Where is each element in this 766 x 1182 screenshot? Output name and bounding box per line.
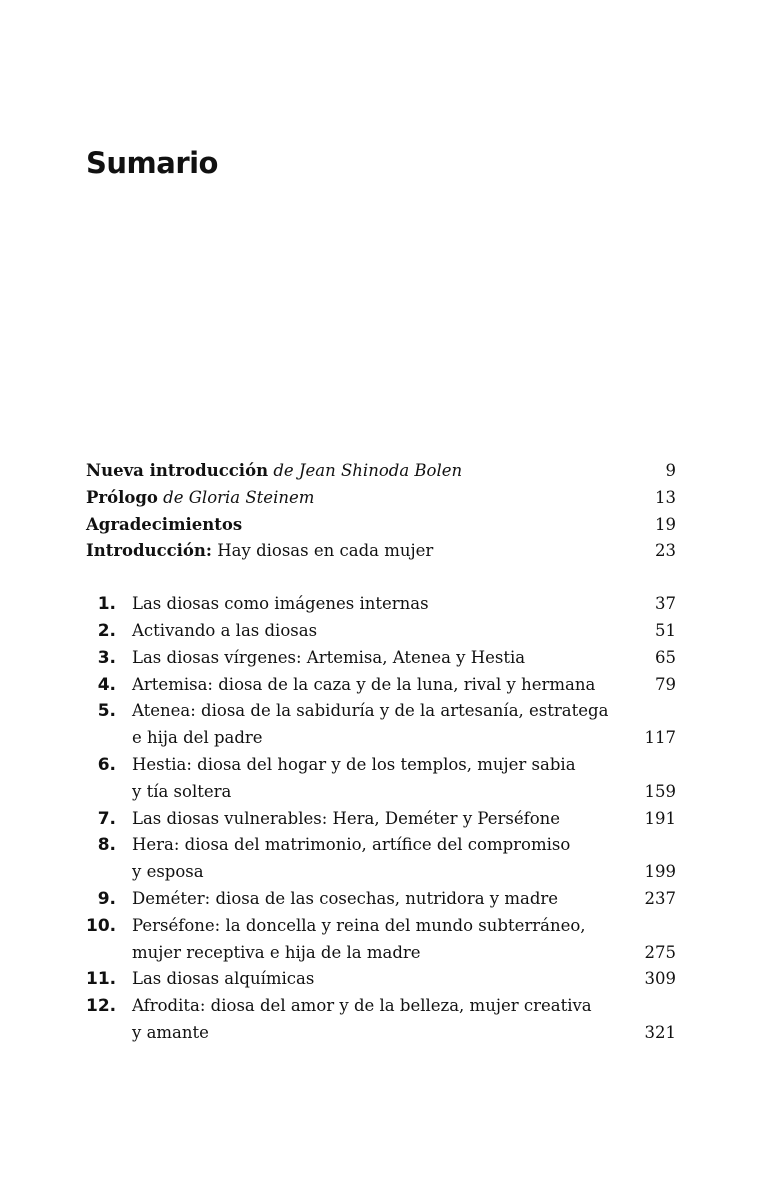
- toc-entry-subtitle: Hay diosas en cada mujer: [212, 541, 434, 561]
- chapter-page-number: 321: [644, 1022, 676, 1042]
- toc-page-number: 9: [665, 461, 676, 480]
- chapter-title-line: Activando a las diosas: [132, 620, 318, 640]
- chapter-title: [132, 966, 616, 993]
- chapter-title: [132, 618, 616, 645]
- toc-entry-title: Introducción:: [86, 541, 213, 561]
- chapter-page-number: 37: [655, 594, 676, 614]
- toc-entry-title: Agradecimientos: [86, 514, 243, 534]
- chapter-title-line: Hera: diosa del matrimonio, artífice del compromiso: [132, 835, 571, 855]
- chapter-entry: [86, 645, 676, 672]
- chapter-title: [132, 645, 616, 672]
- chapter-page-number: 199: [644, 862, 676, 882]
- chapter-title-line: Perséfone: la doncella y reina del mundo subterráneo,: [132, 915, 586, 935]
- toc-entry-author: de Gloria Steinem: [157, 487, 315, 507]
- chapter-title-line: y amante: [132, 1022, 209, 1042]
- chapter-entry: [86, 993, 676, 1047]
- chapter-title: [132, 698, 616, 752]
- toc-entry-author: de Jean Shinoda Bolen: [268, 461, 463, 480]
- chapter-number: 12.: [86, 996, 117, 1017]
- chapter-page-number: 275: [644, 942, 676, 962]
- toc-entry-title: Nueva introducción: [86, 461, 269, 480]
- chapter-title: [132, 672, 616, 699]
- toc-page-number: 23: [655, 541, 676, 561]
- chapter-entry: [86, 966, 676, 993]
- front-matter-list: [86, 458, 676, 565]
- chapter-page-number: 79: [655, 674, 676, 694]
- chapter-number: 5.: [97, 701, 116, 722]
- chapter-title-line: Las diosas como imágenes internas: [132, 594, 429, 614]
- toc-entry-label: [86, 485, 616, 512]
- chapter-title-line: Artemisa: diosa de la caza y de la luna, rival y hermana: [132, 674, 596, 694]
- chapter-title-line: Hestia: diosa del hogar y de los templos, mujer sabia: [132, 754, 576, 774]
- chapter-entry: [86, 806, 676, 833]
- chapter-page-number: 65: [655, 647, 676, 667]
- chapter-number: 1.: [97, 594, 116, 615]
- toc-entry-label: [86, 458, 616, 485]
- toc-entry-label: [86, 538, 616, 565]
- chapter-page-number: 191: [644, 808, 676, 828]
- toc-entry: [86, 538, 676, 565]
- chapter-entry: [86, 698, 676, 752]
- toc-entry: [86, 458, 676, 485]
- chapter-title-line: y tía soltera: [132, 781, 232, 801]
- chapter-title-line: e hija del padre: [132, 728, 263, 748]
- chapter-title-line: Atenea: diosa de la sabiduría y de la artesanía, estratega: [132, 701, 609, 721]
- chapter-entry: [86, 591, 676, 618]
- chapter-title: [132, 993, 616, 1047]
- chapter-title: [132, 832, 616, 886]
- chapter-number: 3.: [97, 647, 116, 668]
- toc-entry-label: [86, 512, 616, 539]
- toc-entry: [86, 485, 676, 512]
- chapter-title: [132, 752, 616, 806]
- chapter-title: [132, 591, 616, 618]
- chapter-page-number: 159: [644, 781, 676, 801]
- chapter-page-number: 51: [655, 620, 676, 640]
- chapter-number: 8.: [97, 835, 116, 856]
- toc-entry: [86, 512, 676, 539]
- chapter-number: 4.: [97, 674, 116, 695]
- chapter-title-line: Afrodita: diosa del amor y de la belleza, mujer creativa: [132, 996, 592, 1016]
- chapter-title-line: Las diosas alquímicas: [132, 969, 315, 989]
- chapter-entry: [86, 832, 676, 886]
- chapter-list: [86, 591, 676, 1047]
- chapter-title-line: mujer receptiva e hija de la madre: [132, 942, 421, 962]
- chapter-title-line: Las diosas vulnerables: Hera, Deméter y Perséfone: [132, 808, 561, 828]
- chapter-entry: [86, 618, 676, 645]
- chapter-number: 11.: [86, 969, 117, 990]
- chapter-page-number: 309: [644, 969, 676, 989]
- chapter-page-number: 237: [644, 888, 676, 908]
- chapter-title-line: Deméter: diosa de las cosechas, nutridora y madre: [132, 888, 559, 908]
- toc-page-number: 19: [655, 514, 676, 534]
- chapter-title-line: y esposa: [132, 862, 204, 882]
- toc-entry-title: Prólogo: [86, 487, 158, 507]
- chapter-entry: [86, 913, 676, 967]
- chapter-number: 9.: [97, 888, 116, 909]
- chapter-number: 2.: [97, 620, 116, 641]
- chapter-number: 10.: [86, 915, 117, 936]
- chapter-number: 7.: [97, 808, 116, 829]
- section-gap: [86, 565, 676, 591]
- chapter-entry: [86, 672, 676, 699]
- chapter-number: 6.: [97, 754, 116, 775]
- chapter-title: [132, 886, 616, 913]
- chapter-title: [132, 806, 616, 833]
- chapter-entry: [86, 752, 676, 806]
- toc-page-number: 13: [655, 487, 676, 507]
- table-of-contents: [86, 458, 676, 1047]
- page-title: Sumario: [86, 146, 218, 180]
- chapter-page-number: 117: [644, 728, 676, 748]
- chapter-title-line: Las diosas vírgenes: Artemisa, Atenea y Hestia: [132, 647, 526, 667]
- chapter-entry: [86, 886, 676, 913]
- chapter-title: [132, 913, 616, 967]
